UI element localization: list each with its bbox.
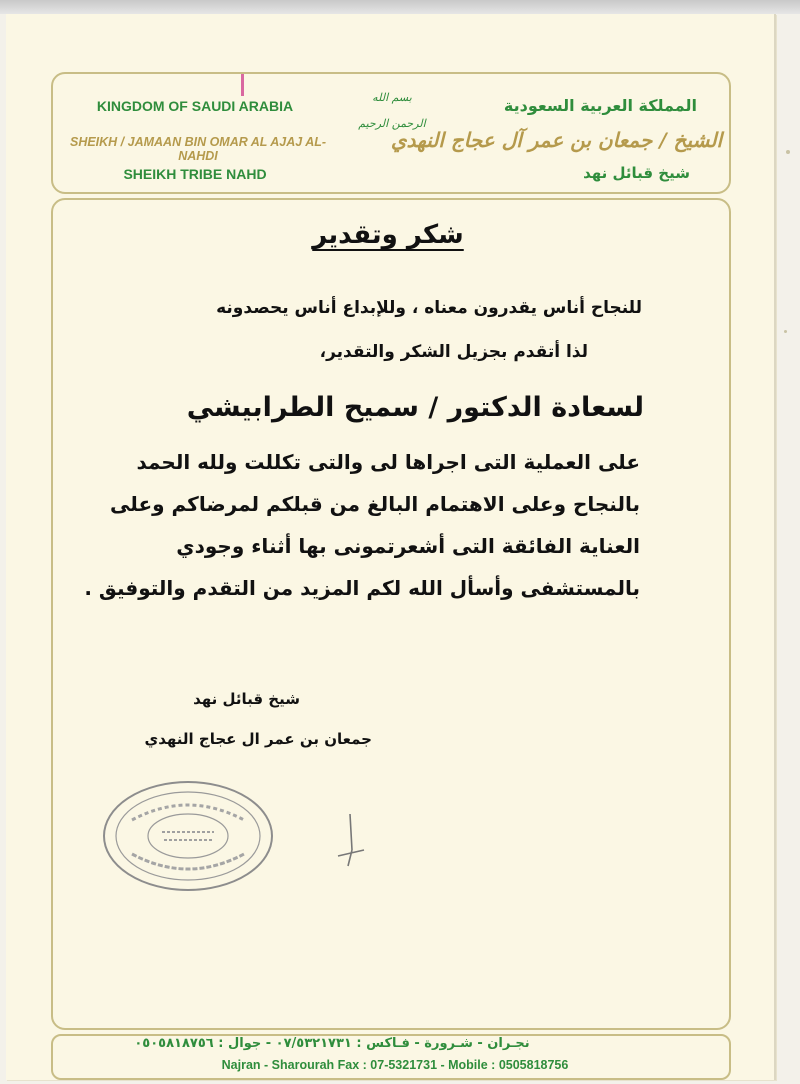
recipient-line: لسعادة الدكتور / سميح الطرابيشي (186, 392, 644, 423)
header-tribe-en: SHEIKH TRIBE NAHD (123, 166, 267, 182)
body-line-2: بالنجاح وعلى الاهتمام البالغ من قبلكم لمرضاكم وعلى (110, 492, 640, 516)
body-frame (51, 198, 731, 1030)
official-seal-stamp (102, 780, 274, 892)
bismillah-calligraphy: بسم الله الرحمن الرحيم (358, 91, 426, 130)
scan-edge (0, 0, 800, 14)
signature-title: شيخ قبائل نهد (193, 690, 300, 708)
signature-name: جمعان بن عمر ال عجاج النهدي (144, 730, 372, 748)
letter-title: شكر وتقدير (312, 220, 464, 250)
header-sheikh-ar: الشيخ / جمعان بن عمر آل عجاج النهدي (390, 128, 722, 152)
letter-line-1: للنجاح أناس يقدرون معناه ، وللإبداع أناس يحصدونه (216, 298, 642, 318)
header-tribe-ar: شيخ قبائل نهد (583, 164, 690, 182)
header-kingdom-en: KINGDOM OF SAUDI ARABIA (96, 98, 294, 114)
body-line-1: على العملية التى اجراها لى والتى تكللت ولله الحمد (136, 450, 640, 474)
header-kingdom-ar: المملكة العربية السعودية (503, 96, 697, 115)
body-line-4: بالمستشفى وأسأل الله لكم المزيد من التقدم والتوفيق . (84, 576, 640, 600)
footer-contact-ar: نجـران - شـرورة - فـاكس : ٠٧/٥٣٢١٧٣١ - جوال : ٠٥٠٥٨١٨٧٥٦ (134, 1036, 530, 1051)
body-line-3: العناية الفائقة التى أشعرتمونى بها أثناء وجودي (176, 534, 640, 558)
scan-speck (784, 330, 787, 333)
pen-mark (241, 74, 244, 96)
footer-contact-en: Najran - Sharourah Fax : 07-5321731 - Mobile : 0505818756 (221, 1058, 569, 1072)
signature-scribble (330, 810, 370, 870)
header-sheikh-en: SHEIKH / JAMAAN BIN OMAR AL AJAJ AL-NAHDI (69, 135, 327, 163)
letter-line-2: لذا أتقدم بجزيل الشكر والتقدير، (319, 342, 588, 362)
scan-speck (786, 150, 790, 154)
